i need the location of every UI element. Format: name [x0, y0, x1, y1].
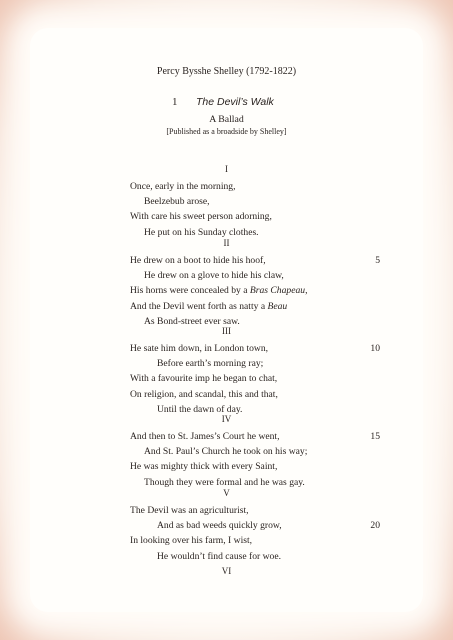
verse-text: His horns were concealed by a Bras Chapeau,: [130, 285, 308, 297]
verse-text: And then to St. James’s Court he went,: [130, 431, 280, 442]
verse-text: And St. Paul’s Church he took on his way;: [144, 446, 308, 458]
verse-text: With care his sweet person adorning,: [130, 211, 272, 223]
verse-line: [0, 209, 453, 224]
verse-text: Beelzebub arose,: [144, 196, 210, 208]
stanza: [0, 238, 453, 329]
poem-subtitle: A Ballad: [209, 114, 244, 125]
verse-line: [0, 194, 453, 209]
verse-line: [0, 387, 453, 402]
verse-text: And the Devil went forth as natty a Beau: [130, 300, 288, 312]
stanza: [0, 488, 453, 564]
verse-line: [0, 549, 453, 564]
stanza: [0, 566, 453, 581]
stanza: [0, 164, 453, 240]
verse-text: Until the dawn of day.: [157, 403, 243, 415]
verse-text: And as bad weeds quickly grow,: [157, 520, 282, 532]
verse-line: [0, 429, 453, 444]
line-number: 15: [370, 431, 380, 442]
verse-text: Though they were formal and he was gay.: [144, 476, 305, 488]
stanza-numeral: I: [225, 164, 228, 174]
stanza-numeral: III: [222, 326, 231, 336]
verse-text: As Bond-street ever saw.: [144, 315, 240, 327]
italic-phrase: Beau: [267, 300, 288, 312]
verse-line: [0, 459, 453, 474]
poem-title: The Devil’s Walk: [196, 96, 274, 108]
verse-line: [0, 341, 453, 356]
verse-text: With a favourite imp he began to chat,: [130, 373, 278, 385]
italic-phrase: Bras Chapeau: [249, 285, 306, 297]
verse-line: [0, 283, 453, 298]
verse-text: He drew on a glove to hide his claw,: [144, 270, 284, 282]
stanza-numeral: VI: [221, 566, 232, 576]
verse-line: [0, 444, 453, 459]
verse-text: Once, early in the morning,: [130, 181, 236, 192]
verse-line: [0, 268, 453, 283]
verse-text: The Devil was an agriculturist,: [130, 505, 249, 516]
stanza-numeral: II: [223, 238, 230, 248]
verse-line: [0, 503, 453, 518]
verse-line: [0, 179, 453, 194]
verse-text: He sate him down, in London town,: [130, 343, 269, 354]
verse-text: He put on his Sunday clothes.: [144, 226, 259, 238]
verse-line: [0, 518, 453, 533]
verse-text: He was mighty thick with every Saint,: [130, 461, 278, 473]
line-number: 20: [370, 520, 380, 532]
line-number: 5: [375, 255, 380, 266]
author-heading: Percy Bysshe Shelley (1792-1822): [156, 66, 297, 77]
verse-text: He drew on a boot to hide his hoof,: [130, 255, 266, 266]
verse-line: [0, 533, 453, 548]
line-number: 10: [370, 343, 380, 354]
poem-title-line: [172, 96, 274, 108]
publication-note: [Published as a broadside by Shelley]: [166, 127, 287, 136]
verse-text: Before earth’s morning ray;: [157, 358, 264, 370]
stanza: [0, 414, 453, 490]
stanza: [0, 326, 453, 417]
stanza-numeral: V: [223, 488, 230, 498]
verse-text: He wouldn’t find cause for woe.: [157, 550, 281, 562]
verse-line: [0, 371, 453, 386]
verse-text: In looking over his farm, I wist,: [130, 535, 253, 547]
verse-line: [0, 253, 453, 268]
verse-line: [0, 299, 453, 314]
poem-number: 1: [172, 96, 178, 108]
verse-text: On religion, and scandal, this and that,: [130, 388, 278, 400]
stanza-numeral: IV: [221, 414, 232, 424]
verse-line: [0, 356, 453, 371]
